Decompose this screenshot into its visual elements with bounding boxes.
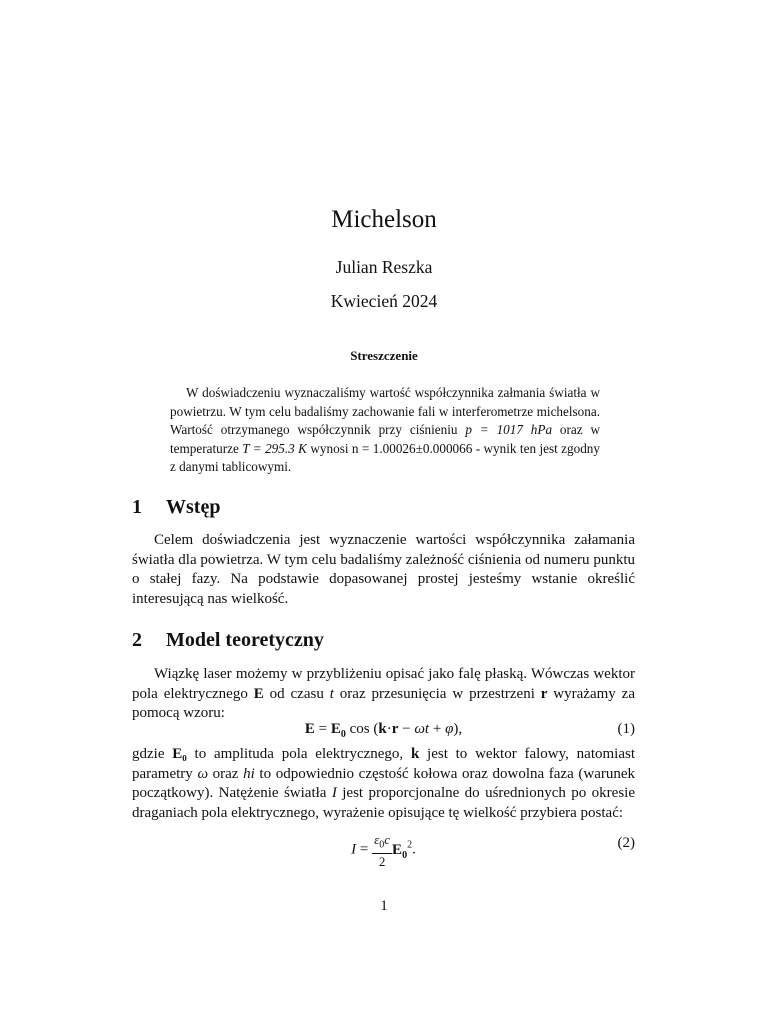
author-name: Julian Reszka <box>335 257 433 277</box>
model-paragraph-2: gdzie E₀ to amplituda pola elektrycznego, k jest to wektor falowy, natomiast parametry ω oraz hi to odpowiednio częstość kołowa oraz dowolna faza (warunek początkowy). Natężenie światła I jest proporcjonalne do uśrednionych po okresie draganiach pola elektrycznego, wyrażenie opisujące tę wielkość przybiera postać: <box>132 746 636 821</box>
pressure-value: p = 1017 hPa <box>465 422 553 437</box>
model-paragraph-1: Wiązkę laser możemy w przybliżeniu opisać jako falę płaską. Wówczas wektor pola elektrycznego E od czasu t oraz przesunięcia w przestrzeni r wyrażamy za pomocą wzoru: <box>132 666 635 722</box>
section-heading-model: 2 Model teoretyczny <box>132 629 324 651</box>
section-heading-intro: 1 Wstęp <box>132 496 221 518</box>
abstract-text: W doświadczeniu wyznaczaliśmy wartość współczynnika załmania światła w powietrzu. W tym celu badaliśmy zachowanie fali w interferometrze michelsona. Wartość otrzymanego współczynnik przy ciśnieniu p = 1017 hPa oraz w temperaturze T = 295.3 K wynosi n = 1.00026±0.000066 - wynik ten jest zgodny z danymi tablicowymi. <box>170 385 600 474</box>
intro-paragraph: Celem doświadczenia jest wyznaczenie wartości współczynnika załamania światła dla powietrza. W tym celu badaliśmy zależność ciśnienia od numeru punktu o stałej fazy. Na podstawie dopasowanej prostej jesteśmy wstanie określić interesującą nas wielkość. <box>132 532 635 607</box>
page-number: 1 <box>380 898 388 914</box>
paper-title: Michelson <box>331 206 437 233</box>
abstract-heading: Streszczenie <box>350 348 418 363</box>
equation-2: I = $\frac{\varepsilon_0c}{2}$ $E_0^2$. (2) <box>351 832 635 869</box>
equation-1-number: (1) <box>617 721 635 737</box>
equation-2-number: (2) <box>617 835 635 851</box>
paper-date: Kwiecień 2024 <box>330 291 438 311</box>
temperature-value: T = 295.3 K <box>242 440 307 456</box>
equation-1: $E = E_0$ cos (k·r − ωt + φ), (1) <box>132 718 635 740</box>
